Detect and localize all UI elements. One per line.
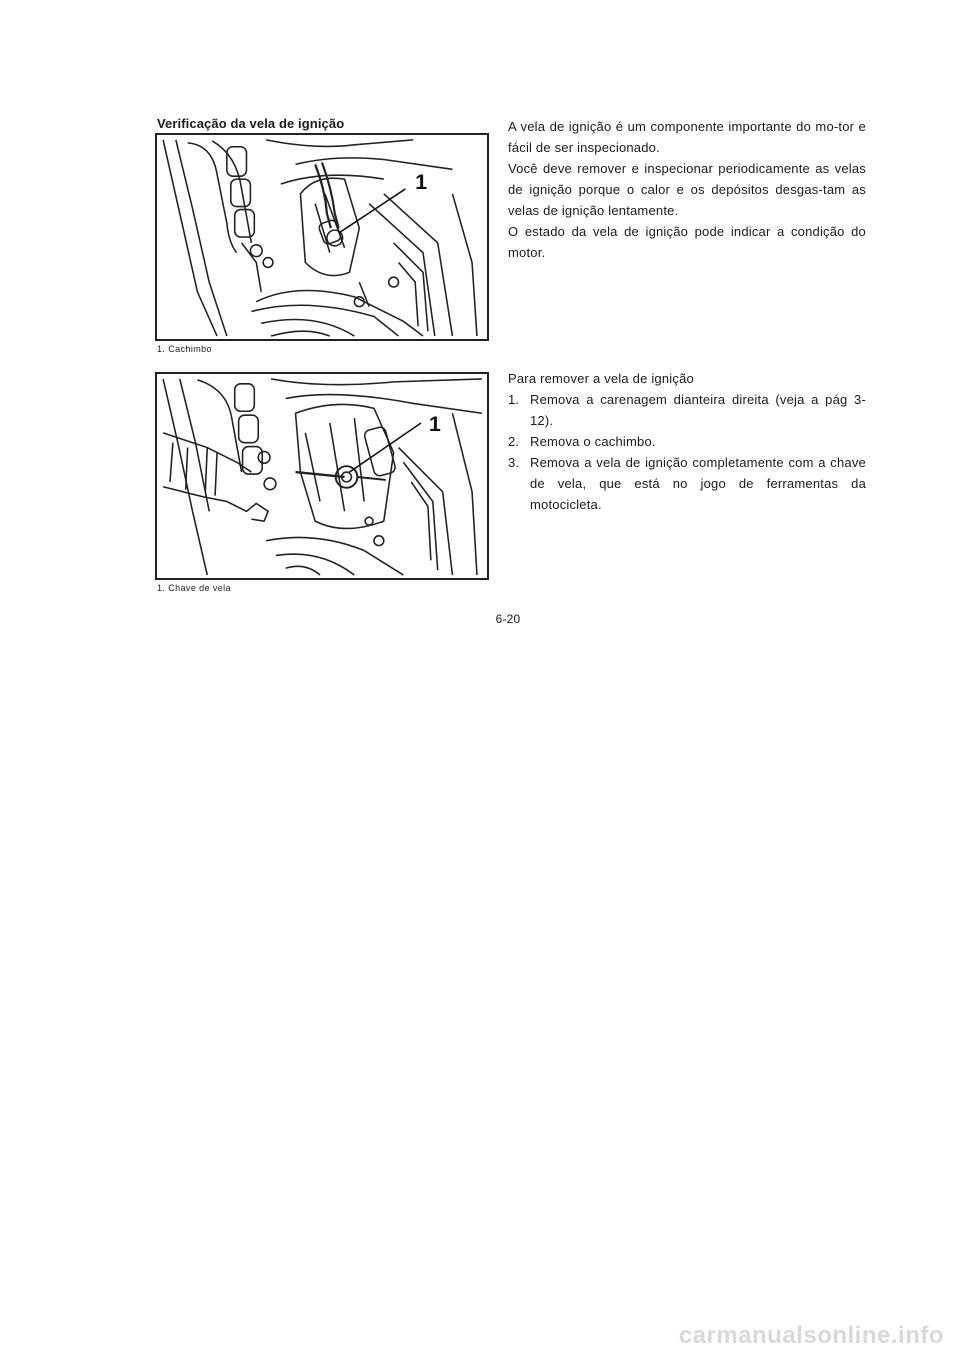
list-item — [508, 389, 866, 431]
list-item — [508, 452, 866, 515]
steps-list — [508, 389, 866, 515]
page-number: 6-20 — [495, 612, 521, 626]
figure-spark-plug-wrench — [155, 372, 489, 580]
figure-caption: 1. Chave de vela — [157, 583, 231, 593]
intro-text — [508, 116, 866, 263]
spark-plug-wrench-illustration — [157, 374, 487, 578]
callout-label: 1 — [415, 168, 428, 194]
watermark: carmanualsonline.info — [678, 1322, 944, 1349]
spark-plug-cap-illustration — [157, 135, 487, 339]
step-number: 2. — [508, 434, 520, 449]
removal-instructions — [508, 368, 866, 515]
step-text: Remova o cachimbo. — [530, 434, 656, 449]
figure-spark-plug-cap — [155, 133, 489, 341]
step-text: Remova a vela de ignição completamente com a chave de vela, que está no jogo de ferramentas da motocicleta. — [530, 455, 866, 512]
step-text: Remova a carenagem dianteira direita (veja a pág 3-12). — [530, 392, 866, 428]
paragraph: A vela de ignição é um componente importante do mo-tor e fácil de ser inspecionado. — [508, 119, 866, 155]
section-title: Verificação da vela de ignição — [157, 116, 345, 131]
list-item — [508, 431, 866, 452]
paragraph: Você deve remover e inspecionar periodicamente as velas de ignição porque o calor e os depósitos desgas-tam as velas de ignição lentamente. — [508, 161, 866, 218]
callout-label: 1 — [428, 410, 441, 436]
page-footer — [0, 612, 960, 626]
removal-heading: Para remover a vela de ignição — [508, 371, 694, 386]
step-number: 3. — [508, 455, 520, 470]
paragraph: O estado da vela de ignição pode indicar a condição do motor. — [508, 224, 866, 260]
step-number: 1. — [508, 392, 520, 407]
figure-caption: 1. Cachimbo — [157, 344, 212, 354]
